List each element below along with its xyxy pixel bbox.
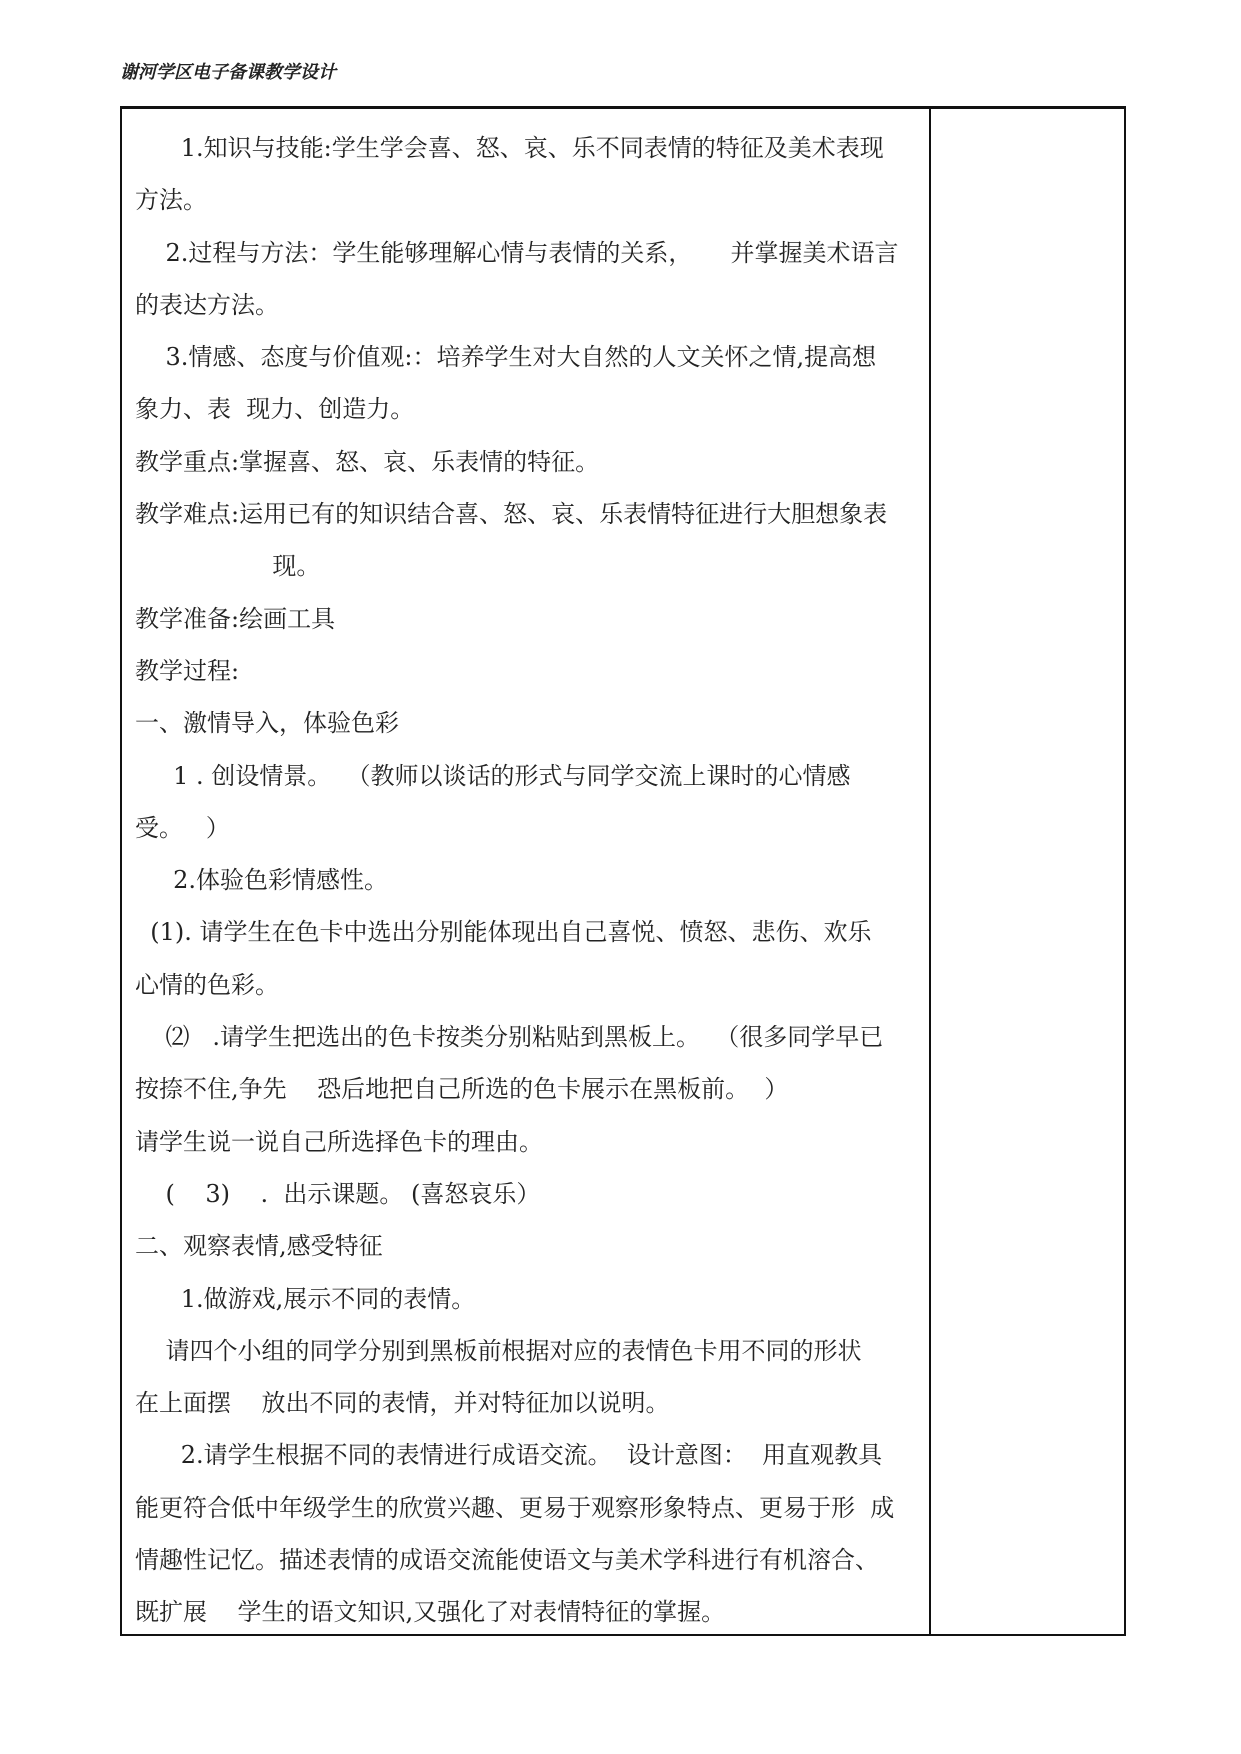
text-line: 2.请学生根据不同的表情进行成语交流。 设计意图： 用直观教具 <box>135 1441 883 1470</box>
text-line: (1). 请学生在色卡中选出分别能体现出自己喜悦、愤怒、悲伤、欢乐 <box>135 918 872 947</box>
text-line: 教学重点:掌握喜、怒、哀、乐表情的特征。 <box>135 447 600 476</box>
text-line: 一、激情导入，体验色彩 <box>135 709 399 738</box>
text-line: 现。 <box>135 552 321 581</box>
text-line: 心情的色彩。 <box>135 970 279 999</box>
text-line: 既扩展 学生的语文知识,又强化了对表情特征的掌握。 <box>135 1598 726 1627</box>
text-line: 1.做游戏,展示不同的表情。 <box>135 1284 476 1313</box>
text-line: 能更符合低中年级学生的欣赏兴趣、更易于观察形象特点、更易于形 成 <box>135 1493 895 1522</box>
table-top-border <box>120 106 1126 109</box>
text-line: 的表达方法。 <box>135 290 279 319</box>
text-line: 请四个小组的同学分别到黑板前根据对应的表情色卡用不同的形状 <box>135 1336 862 1365</box>
text-line: 在上面摆 放出不同的表情，并对特征加以说明。 <box>135 1389 670 1418</box>
page-header: 谢河学区电子备课教学设计 <box>120 62 336 83</box>
table-left-border <box>120 108 122 1636</box>
table-column-divider <box>929 108 931 1636</box>
text-line: 1.知识与技能:学生学会喜、怒、哀、乐不同表情的特征及美术表现 <box>135 134 884 162</box>
table-right-border <box>1124 108 1126 1636</box>
text-line: 3.情感、态度与价值观:：培养学生对大自然的人文关怀之情,提高想 <box>135 343 877 372</box>
text-line: ( 3) . 出示课题。 (喜怒哀乐） <box>135 1179 541 1208</box>
lesson-content <box>135 122 923 1639</box>
text-line: 请学生说一说自己所选择色卡的理由。 <box>135 1127 543 1156</box>
text-line: 情趣性记忆。描述表情的成语交流能使语文与美术学科进行有机溶合、 <box>135 1546 879 1575</box>
text-line: 按捺不住,争先 恐后地把自己所选的色卡展示在黑板前。 ） <box>135 1075 789 1104</box>
text-line: 受。 ） <box>135 813 230 842</box>
text-line: 教学难点:运用已有的知识结合喜、怒、哀、乐表情特征进行大胆想象表 <box>135 500 888 529</box>
text-line: 2.过程与方法：学生能够理解心情与表情的关系， 并掌握美术语言 <box>135 238 899 267</box>
text-line: 象力、表 现力、创造力。 <box>135 395 415 424</box>
text-line: 方法。 <box>135 186 207 215</box>
text-line: 2.体验色彩情感性。 <box>135 866 389 895</box>
text-line: ⑵ .请学生把选出的色卡按类分别粘贴到黑板上。 （很多同学早已 <box>135 1023 884 1052</box>
text-line: 1 . 创设情景。 （教师以谈话的形式与同学交流上课时的心情感 <box>135 761 851 790</box>
text-line: 教学准备:绘画工具 <box>135 604 336 633</box>
text-line: 教学过程: <box>135 656 240 685</box>
text-line: 二、观察表情,感受特征 <box>135 1232 383 1261</box>
